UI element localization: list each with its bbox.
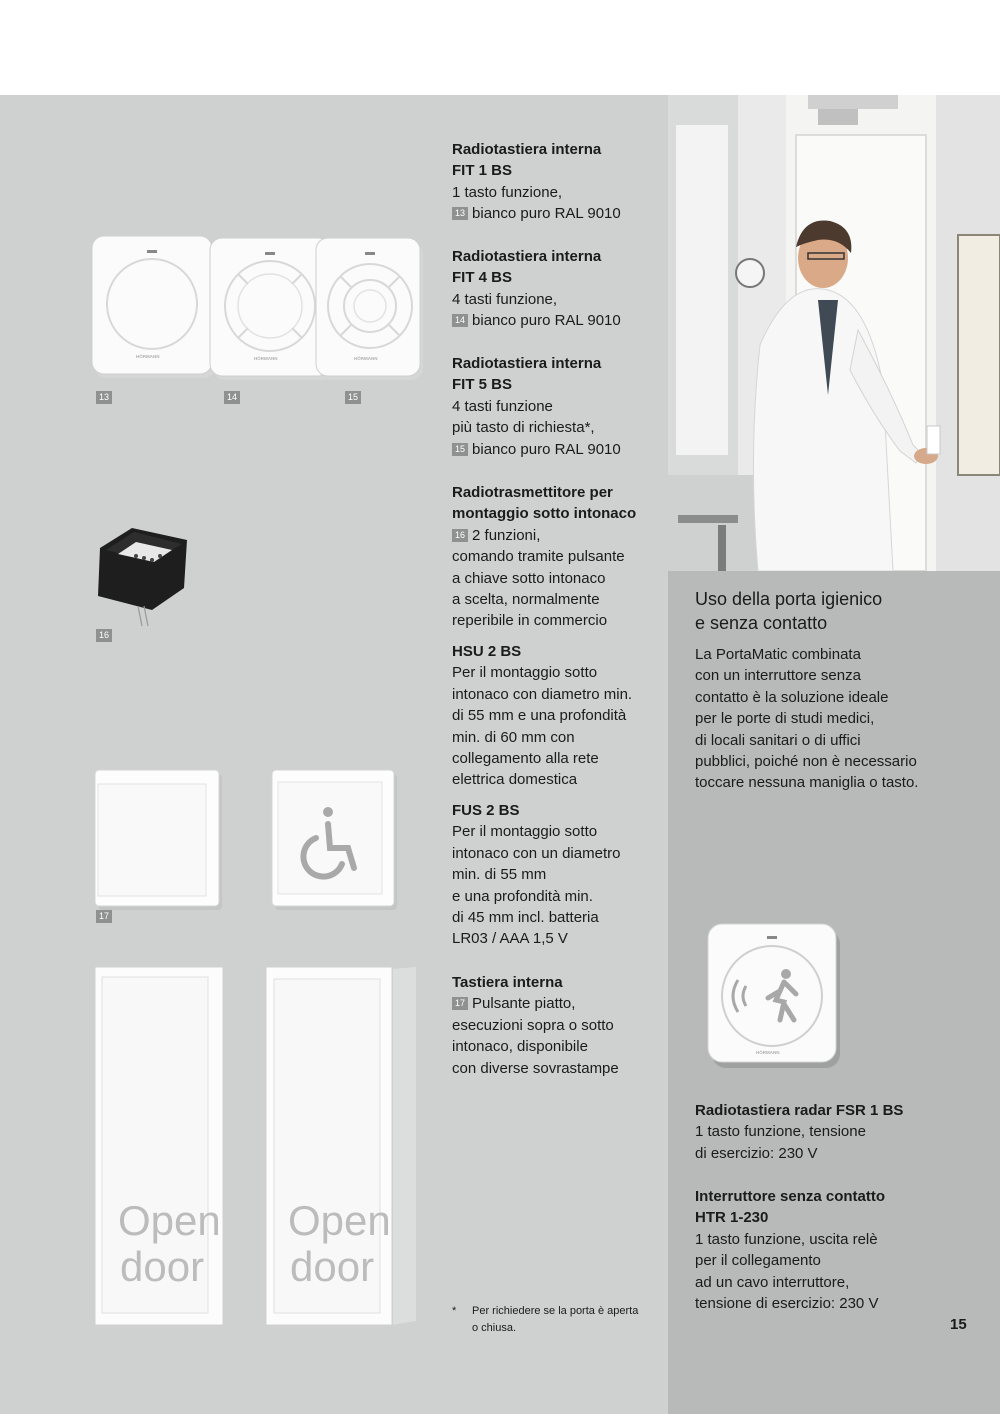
open-label: Open <box>118 1197 221 1244</box>
body-line: toccare nessuna maniglia o tasto. <box>695 774 919 792</box>
figure-label-15: 15 <box>345 391 361 404</box>
logo-text: HÖRMANN <box>136 354 160 359</box>
product-hsu <box>452 641 657 791</box>
body-line: con un interruttore senza <box>695 667 861 685</box>
logo-text: HÖRMANN <box>756 1050 780 1055</box>
product-model: FIT 5 BS <box>452 376 513 394</box>
product-title: Radiotastiera interna <box>452 248 602 265</box>
product-line: 2 funzioni, <box>472 526 541 544</box>
figure-ref-badge: 13 <box>452 207 468 220</box>
product-tastiera <box>452 972 657 1079</box>
flat-switch-wheelchair <box>272 770 397 910</box>
figure-label-13: 13 <box>96 391 112 404</box>
open-door-switches-image <box>92 965 422 1331</box>
fit-1-keypad <box>92 236 216 378</box>
product-title: Radiotrasmettitore per <box>452 484 613 501</box>
radar-keypad-image <box>704 920 844 1070</box>
door-label: door <box>120 1243 205 1290</box>
product-model: FUS 2 BS <box>452 802 520 819</box>
doctor-door-photo <box>668 95 1000 571</box>
page-number: 15 <box>950 1316 967 1333</box>
product-line: comando tramite pulsante <box>452 548 625 566</box>
product-line: reperibile in commercio <box>452 612 608 630</box>
product-line: di esercizio: 230 V <box>695 1144 818 1162</box>
right-heading <box>695 587 985 635</box>
product-title: Radiotastiera interna <box>452 355 602 372</box>
body-line: di locali sanitari o di uffici <box>695 731 861 749</box>
figure-label-16: 16 <box>96 629 112 642</box>
figure-ref-badge: 15 <box>452 443 468 456</box>
product-fit5 <box>452 353 657 460</box>
product-line: elettrica domestica <box>452 771 578 789</box>
body-line: contatto è la soluzione ideale <box>695 688 889 706</box>
product-fit4 <box>452 246 657 332</box>
product-line: ad un cavo interruttore, <box>695 1273 850 1291</box>
product-line: per il collegamento <box>695 1252 821 1270</box>
figure-label-14: 14 <box>224 391 240 404</box>
product-line: a chiave sotto intonaco <box>452 569 606 587</box>
logo-text: HÖRMANN <box>354 356 378 361</box>
body-line: La PortaMatic combinata <box>695 646 861 663</box>
product-line: Per il montaggio sotto <box>452 823 598 841</box>
footnote-mark: * <box>452 1305 457 1317</box>
product-transmitter <box>452 482 657 632</box>
product-line: 1 tasto funzione, uscita relè <box>695 1230 878 1248</box>
product-line: e una profondità min. <box>452 887 593 905</box>
figure-ref-badge: 14 <box>452 314 468 327</box>
fit-keypads-image <box>88 232 428 384</box>
product-line: min. di 55 mm <box>452 866 547 884</box>
product-line: a scelta, normalmente <box>452 591 600 609</box>
product-model: FIT 4 BS <box>452 269 513 287</box>
transmitter-image <box>92 518 192 628</box>
product-line: di 55 mm e una profondità <box>452 707 627 725</box>
photo-illustration <box>668 95 1000 571</box>
product-line: più tasto di richiesta*, <box>452 419 595 437</box>
product-line: 1 tasto funzione, tensione <box>695 1123 866 1141</box>
flat-switches-image <box>92 766 402 912</box>
right-body <box>695 644 985 794</box>
product-line: min. di 60 mm con <box>452 728 575 746</box>
open-door-switch-flush <box>95 967 226 1329</box>
body-line: pubblici, poiché non è necessario <box>695 753 917 771</box>
footnote-line: o chiusa. <box>472 1322 517 1334</box>
figure-label-17: 17 <box>96 910 112 923</box>
door-label: door <box>290 1243 375 1290</box>
product-line: Pulsante piatto, <box>472 995 576 1013</box>
footnote <box>452 1303 662 1337</box>
product-model: HTR 1-230 <box>695 1209 769 1227</box>
figure-ref-badge: 16 <box>452 529 468 542</box>
footnote-line: Per richiedere se la porta è aperta <box>472 1305 639 1317</box>
product-line: di 45 mm incl. batteria <box>452 909 599 927</box>
product-line: intonaco, disponibile <box>452 1038 588 1056</box>
open-door-switch-surface <box>266 967 416 1327</box>
product-htr <box>695 1186 985 1314</box>
product-model: FIT 1 BS <box>452 162 513 180</box>
product-line: 4 tasti funzione <box>452 397 553 415</box>
product-fit1 <box>452 139 657 225</box>
product-line: 1 tasto funzione, <box>452 183 563 201</box>
section-heading: Uso della porta igienico <box>695 589 883 609</box>
product-fus <box>452 800 657 950</box>
product-line: intonaco con un diametro <box>452 844 621 862</box>
product-title: Radiotastiera radar FSR 1 BS <box>695 1102 904 1119</box>
product-line: esecuzioni sopra o sotto <box>452 1016 614 1034</box>
product-line: con diverse sovrastampe <box>452 1059 619 1077</box>
figure-ref-badge: 17 <box>452 997 468 1010</box>
product-title: Tastiera interna <box>452 974 563 991</box>
logo-text: HÖRMANN <box>254 356 278 361</box>
body-line: per le porte di studi medici, <box>695 710 875 728</box>
product-line: intonaco con diametro min. <box>452 685 633 703</box>
open-label: Open <box>288 1197 391 1244</box>
product-line: 4 tasti funzione, <box>452 290 558 308</box>
product-color: bianco puro RAL 9010 <box>472 205 621 223</box>
product-radar <box>695 1100 985 1164</box>
product-line: tensione di esercizio: 230 V <box>695 1295 879 1313</box>
section-heading-2: e senza contatto <box>695 613 828 633</box>
product-title: Interruttore senza contatto <box>695 1188 886 1205</box>
product-model: HSU 2 BS <box>452 643 522 660</box>
product-title-2: montaggio sotto intonaco <box>452 505 637 523</box>
product-title: Radiotastiera interna <box>452 141 602 158</box>
product-line: Per il montaggio sotto <box>452 664 598 682</box>
product-line: collegamento alla rete <box>452 750 599 768</box>
product-color: bianco puro RAL 9010 <box>472 312 621 330</box>
product-line: LR03 / AAA 1,5 V <box>452 930 568 948</box>
flat-switch-blank <box>95 770 222 910</box>
product-color: bianco puro RAL 9010 <box>472 440 621 458</box>
fit-5-keypad <box>316 238 423 380</box>
